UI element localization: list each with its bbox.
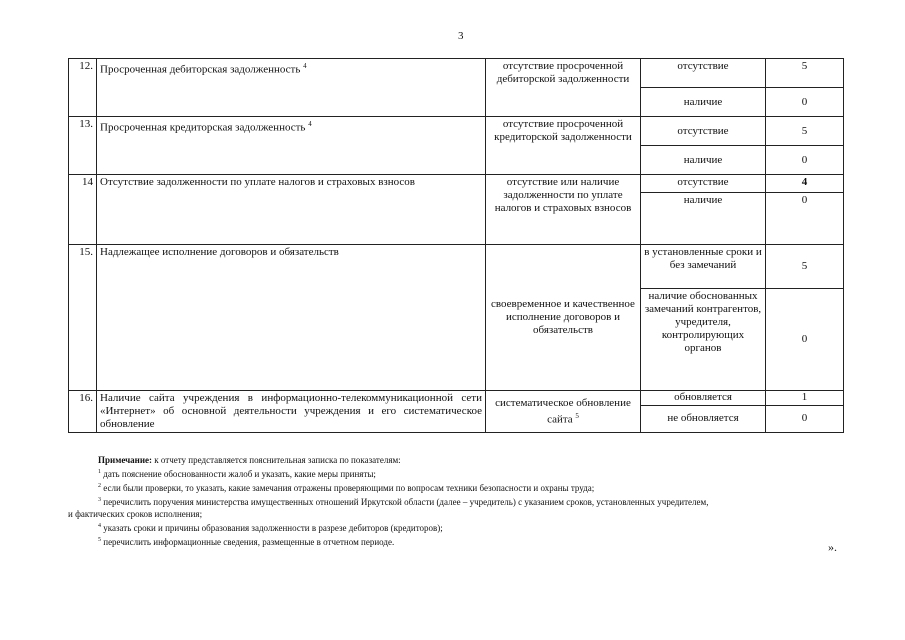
criterion-cell: отсутствие или наличие задолженности по уплате налогов и страховых взносов [486,175,641,245]
option-label: наличие [641,146,766,175]
page-number: 3 [458,30,464,42]
closing-quote: ». [828,540,837,554]
indicator-cell [97,117,486,175]
table-row [69,391,844,406]
option-score: 0 [766,88,844,117]
indicator-cell [97,59,486,117]
notes-title: Примечание: [98,455,153,465]
footnote-text: дать пояснение обоснованности жалоб и указать, какие меры приняты; [103,469,376,479]
footnote-text: указать сроки и причины образования задолженности в разрезе дебиторов (кредиторов); [103,523,443,533]
footnote-text: если были проверки, то указать, какие замечания отражены проверяющими по вопросам техники безопасности и охраны труда; [103,483,595,493]
footnote-item [68,534,858,548]
table-row [69,59,844,88]
option-label: в установленные сроки и без замечаний [641,245,766,289]
option-label: отсутствие [641,117,766,146]
footnote-item [68,520,858,534]
option-score: 5 [766,117,844,146]
footnote-text: перечислить поручения министерства имущественных отношений Иркутской области (далее – учредитель) с указанием сроков, установленных учредителем, [103,497,709,507]
option-score: 4 [766,175,844,193]
footnote-item [68,480,858,494]
table-row [69,175,844,193]
row-number: 14 [69,175,97,245]
criterion-cell: своевременное и качественное исполнение договоров и обязательств [486,245,641,391]
indicator-text: Просроченная дебиторская задолженность [100,63,301,76]
footnotes [68,454,858,548]
criterion-cell: отсутствие просроченной кредиторской задолженности [486,117,641,175]
footnote-marker: 3 [98,497,101,503]
option-label: наличие обоснованных замечаний контрагентов, учредителя, контролирующих органов [641,289,766,391]
row-number: 13. [69,117,97,175]
indicator-text: Надлежащее исполнение договоров и обязательств [97,245,486,391]
criterion-cell [486,391,641,433]
option-score: 0 [766,193,844,245]
option-score: 0 [766,289,844,391]
notes-heading [68,454,858,466]
footnote-text: перечислить информационные сведения, размещенные в отчетном периоде. [103,537,395,547]
option-score: 5 [766,59,844,88]
option-score: 1 [766,391,844,406]
footnote-marker: 1 [98,469,101,475]
row-number: 15. [69,245,97,391]
table-row [69,117,844,146]
option-label: наличие [641,88,766,117]
footnote-ref: 4 [303,62,307,70]
option-label: отсутствие [641,175,766,193]
footnote-continuation: и фактических сроков исполнения; [68,509,203,519]
criterion-cell: отсутствие просроченной дебиторской задолженности [486,59,641,117]
option-score: 0 [766,405,844,432]
notes-intro: к отчету представляется пояснительная записка по показателям: [154,455,401,465]
option-label: наличие [641,193,766,245]
footnote-item [68,466,858,480]
footnote-ref: 5 [575,411,579,420]
footnote-ref: 4 [308,120,312,128]
footnote-marker: 5 [98,537,101,543]
option-label: не обновляется [641,405,766,432]
indicator-text: Просроченная кредиторская задолженность [100,121,306,134]
indicators-table [68,58,844,433]
option-label: отсутствие [641,59,766,88]
criterion-text: систематическое обновление сайта [495,396,631,426]
footnote-marker: 2 [98,483,101,489]
indicator-text: Наличие сайта учреждения в информационно-телекоммуникационной сети «Интернет» об основной деятельности учреждения и его систематическое обновление [97,391,486,433]
footnote-item [68,494,858,508]
option-score: 0 [766,146,844,175]
row-number: 12. [69,59,97,117]
footnote-marker: 4 [98,523,101,529]
option-score: 5 [766,245,844,289]
option-label: обновляется [641,391,766,406]
row-number: 16. [69,391,97,433]
table-row [69,245,844,289]
indicator-text: Отсутствие задолженности по уплате налогов и страховых взносов [97,175,486,245]
